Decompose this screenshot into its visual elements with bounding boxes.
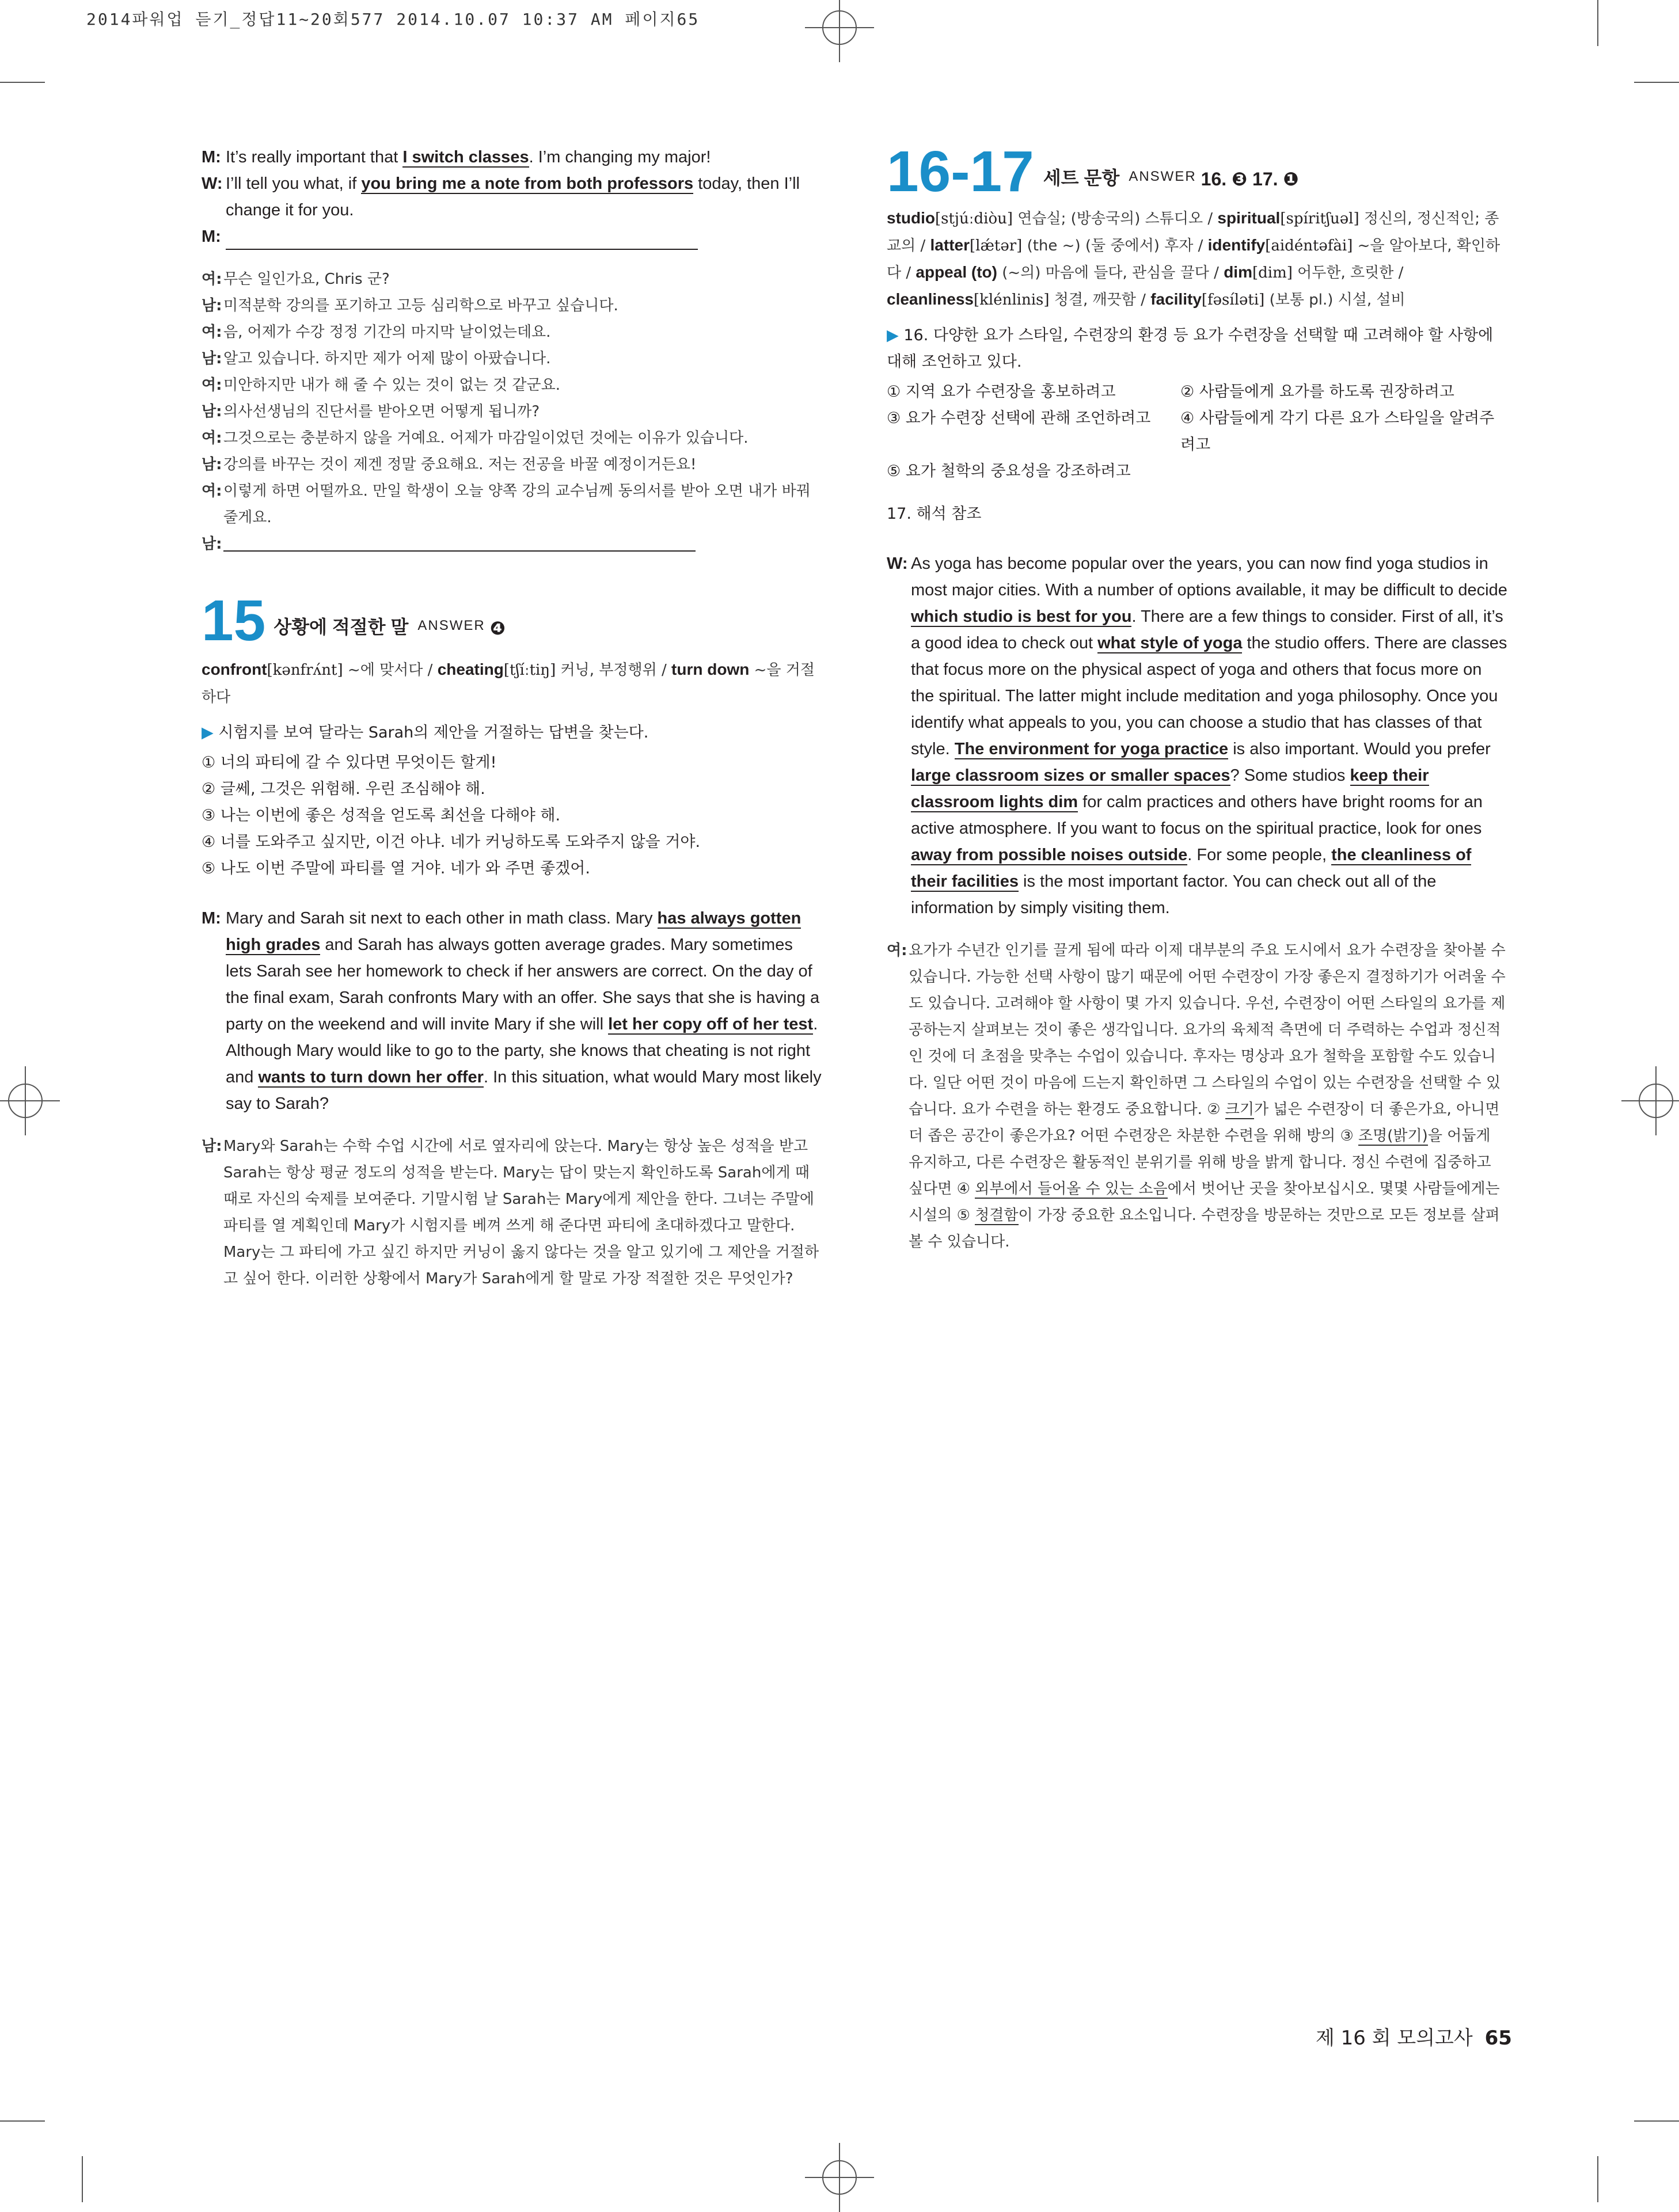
question-number: 15: [202, 588, 266, 653]
choice: ② 사람들에게 요가를 하도록 권장하려고: [1180, 383, 1454, 401]
dialogue-line-blank: M:: [202, 223, 822, 250]
crop-mark: [1634, 82, 1679, 83]
triangle-icon: ▶: [202, 724, 214, 742]
page-number: 65: [1484, 2027, 1512, 2050]
question-hint: ▶ 16. 다양한 요가 스타일, 수련장의 환경 등 요가 수련장을 선택할 때 고려해야 할 사항에 대해 조언하고 있다.: [887, 326, 1494, 371]
choice-list: [887, 379, 1507, 485]
translation-block: 남: Mary와 Sarah는 수학 수업 시간에 서로 옆자리에 앉는다. Mary는 항상 높은 성적을 받고 Sarah는 항상 평균 정도의 성적을 받는다. Mary는 답이 맞는지 확인하도록 Sarah에게 때때로 자신의 숙제를 보여준다. 기말시험 날 Sarah는 Mary에게 제안을 한다. 그녀는 주말에 파티를 열 계획인데 Mary가 시험지를 베껴 쓰게 해 준다면 파티에 초대하겠다고 말한다. Mary는 그 파티에 가고 싶긴 하지만 커닝이 옳지 않다는 것을 알고 있기에 그 제안을 거절하고 싶어 한다. 이러한 상황에서 Mary가 Sarah에게 할 말로 가장 적절한 것은 무엇인가?: [202, 1138, 819, 1287]
vocabulary: confront[kənfrʌ́nt] ~에 맞서다 / cheating[tʃíːtiŋ] 커닝, 부정행위 / turn down ~을 거절하다: [202, 660, 815, 706]
dialogue-line: W: I’ll tell you what, if you bring me a note from both professors today, then I’ll change it for you.: [202, 174, 800, 219]
print-slug: 2014파워업 듣기_정답11~20회577 2014.10.07 10:37 AM 페이지65: [86, 10, 700, 29]
choice: ① 지역 요가 수련장을 홍보하려고: [887, 383, 1116, 401]
left-column: [202, 144, 822, 1292]
choice: ④ 너를 도와주고 싶지만, 이건 아냐. 네가 커닝하도록 도와주지 않을 거야.: [202, 833, 701, 851]
answer-blank: [223, 531, 696, 552]
answer-blank: [226, 228, 698, 250]
choice: ③ 요가 수련장 선택에 관해 조언하려고: [887, 409, 1151, 427]
translation-block: 여: 무슨 일인가요, Chris 군? 남: 미적분학 강의를 포기하고 고등 심리학으로 바꾸고 싶습니다. 여: 음, 어제가 수강 정정 기간의 마지막 날이었는데요. 남: 알고 있습니다. 하지만 제가 어제 많이 아팠습니다. 여: 미안하지만 내가 해 줄 수 있는 것이 없는 것 같군요. 남: 의사선생님의 진단서를 받아오면 어떻게 됩니까? 여: 그것으로는 충분하지 않을 거예요. 어제가 마감일이었던 것에는 이유가 있습니다. 남: 강의를 바꾸는 것이 제겐 정말 중요해요. 저는 전공을 바꿀 예정이거든요! 여: 이렇게 하면 어떨까요. 만일 학생이 오늘 양쪽 강의 교수님께 동의서를 받아 오면 내가 바꿔줄게요. 남:: [202, 271, 811, 553]
footer-label: 제 16 회 모의고사: [1316, 2027, 1473, 2050]
listening-script: M: Mary and Sarah sit next to each other in math class. Mary has always gotten high grades and Sarah has always gotten average grades. Mary sometimes lets Sarah see her homework to check if her answers are correct. On the day of the final exam, Sarah confronts Mary with an offer. She says that she is having a party on the weekend and will invite Mary if she will let her copy off of her test. Although Mary would like to go to the party, she knows that cheating is not right and wants to turn down her offer. In this situation, what would Mary most likely say to Sarah?: [202, 909, 822, 1113]
registration-mark-icon: [1639, 1084, 1673, 1118]
question-15-header: 15 상황에 적절한 말 ANSWER ❹: [202, 588, 506, 653]
page-footer: [1316, 2022, 1512, 2050]
question-number: 16-17: [887, 139, 1034, 204]
triangle-icon: ▶: [887, 326, 899, 344]
choice: ⑤ 요가 철학의 중요성을 강조하려고: [887, 462, 1131, 480]
translation-block: 여: 요가가 수년간 인기를 끌게 됨에 따라 이제 대부분의 주요 도시에서 요가 수련장을 찾아볼 수 있습니다. 가능한 선택 사항이 많기 때문에 어떤 수련장이 가장 좋은지 결정하기가 어려울 수도 있습니다. 고려해야 할 사항이 몇 가지 있습니다. 우선, 수련장이 어떤 스타일의 요가를 제공하는지 살펴보는 것이 좋은 생각입니다. 요가의 육체적 측면에 더 주력하는 수업과 정신적인 것에 더 초점을 맞추는 수업이 있습니다. 후자는 명상과 요가 철학을 포함할 수도 있습니다. 일단 어떤 것이 마음에 드는지 확인하면 그 스타일의 수업이 있는 수련장을 선택할 수 있습니다. 요가 수련을 하는 환경도 중요합니다. ② 크기가 넓은 수련장이 더 좋은가요, 아니면 더 좁은 공간이 좋은가요? 어떤 수련장은 차분한 수련을 위해 방의 ③ 조명(밝기)을 어둡게 유지하고, 다른 수련장은 활동적인 분위기를 위해 방을 밝게 합니다. 정신 수련에 집중하고 싶다면 ④ 외부에서 들어올 수 있는 소음에서 벗어난 곳을 찾아보십시오. 몇몇 사람들에게는 시설의 ⑤ 청결함이 가장 중요한 요소입니다. 수련장을 방문하는 것만으로 모든 정보를 살펴볼 수 있습니다.: [887, 942, 1506, 1251]
answer-value: ❹: [489, 618, 506, 638]
choice: ② 글쎄, 그것은 위험해. 우린 조심해야 해.: [202, 780, 485, 798]
crop-mark: [1597, 0, 1598, 46]
dialogue-line: M: It’s really important that I switch classes. I’m changing my major!: [202, 148, 711, 166]
registration-mark-icon: [822, 10, 857, 45]
question-hint: ▶ 시험지를 보여 달라는 Sarah의 제안을 거절하는 답변을 찾는다.: [202, 724, 649, 742]
choice: ③ 나는 이번에 좋은 성적을 얻도록 최선을 다해야 해.: [202, 807, 561, 824]
registration-mark-icon: [822, 2160, 857, 2195]
crop-mark: [1634, 2120, 1679, 2122]
right-column: [887, 139, 1507, 1255]
crop-mark: [0, 2120, 45, 2122]
vocabulary: studio[stjúːdiòu] 연습실; (방송국의) 스튜디오 / spiritual[spíritʃuəl] 정신의, 정신적인; 종교의 / latter[lǽtər] (the ~) (둘 중에서) 후자 / identify[aidéntəfài] ~을 알아보다, 확인하다 / appeal (to) (~의) 마음에 들다, 관심을 끌다 / dim[dim] 어두한, 흐릿한 / cleanliness[klénlinis] 청결, 깨끗함 / facility[fəsíləti] (보통 pl.) 시설, 설비: [887, 209, 1501, 309]
choice: ① 너의 파티에 갈 수 있다면 무엇이든 할게!: [202, 754, 497, 771]
crop-mark: [82, 2156, 83, 2202]
choice-list: [202, 750, 822, 882]
choice: ⑤ 나도 이번 주말에 파티를 열 거야. 네가 와 주면 좋겠어.: [202, 860, 590, 877]
question-title: 세트 문항: [1043, 168, 1120, 188]
answer-reference: 17. 해석 참조: [887, 505, 982, 523]
question-title: 상황에 적절한 말: [273, 617, 409, 637]
registration-mark-icon: [8, 1084, 43, 1118]
answer-value: 16. ❸ 17. ❶: [1201, 169, 1299, 189]
question-16-17-header: 16-17 세트 문항 ANSWER 16. ❸ 17. ❶: [887, 139, 1299, 204]
choice: ④ 사람들에게 각기 다른 요가 스타일을 알려주려고: [1180, 409, 1495, 454]
crop-mark: [0, 82, 45, 83]
listening-script: W: As yoga has become popular over the years, you can now find yoga studios in most major cities. With a number of options available, it may be difficult to decide which studio is best for you. There are a few things to consider. First of all, it’s a good idea to check out what style of yoga the studio offers. There are classes that focus more on the physical aspect of yoga and others that focus more on the spiritual. The latter might include meditation and yoga philosophy. Once you identify what appeals to you, you can choose a studio that has classes of that style. The environment for yoga practice is also important. Would you prefer large classroom sizes or smaller spaces? Some studios keep their classroom lights dim for calm practices and others have bright rooms for an active atmosphere. If you want to focus on the spiritual practice, look for ones away from possible noises outside. For some people, the cleanliness of their facilities is the most important factor. You can check out all of the information by simply visiting them.: [887, 554, 1507, 917]
crop-mark: [1597, 2156, 1598, 2202]
